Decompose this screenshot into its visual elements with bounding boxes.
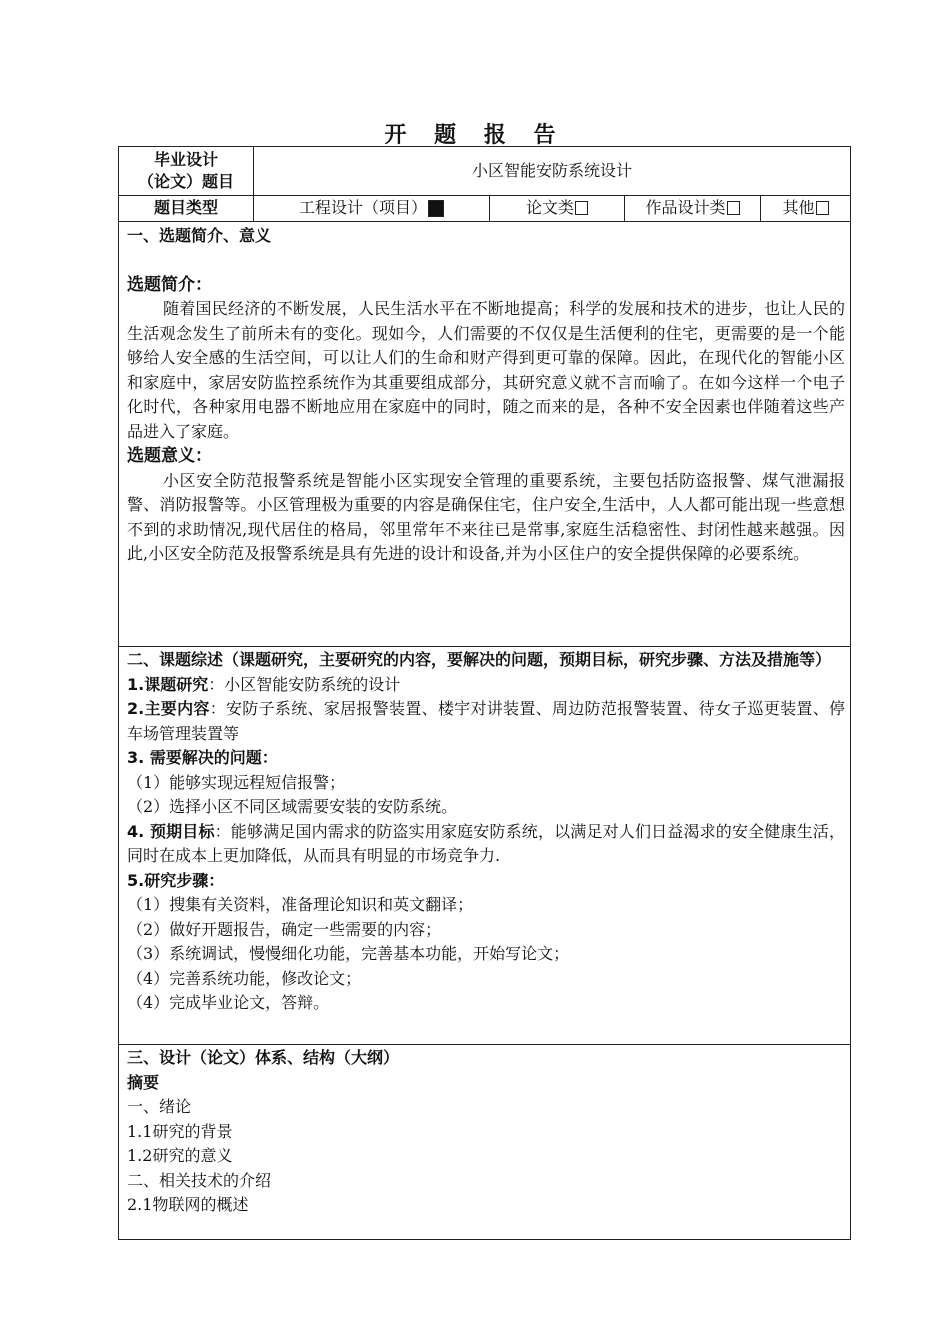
step-item: （4）完善系统功能，修改论文； (127, 968, 362, 988)
type-option-label: 工程设计（项目） (298, 198, 427, 217)
section-heading: 一、选题简介、意义 (127, 226, 272, 245)
document-title: 开 题 报 告 (384, 123, 566, 148)
problems-heading: 3. 需要解决的问题： (127, 748, 278, 767)
content-label: 2.主要内容 (127, 699, 210, 718)
meaning-heading: 选题意义： (127, 446, 212, 466)
checkbox-empty-icon (575, 201, 588, 215)
divider (119, 221, 850, 222)
checkbox-empty-icon (727, 201, 740, 215)
research-label: 1.课题研究 (127, 674, 209, 694)
outline-item: 1.1研究的背景 (127, 1121, 233, 1141)
type-option-work-design (625, 195, 760, 221)
section-outline (127, 1046, 845, 1218)
content-line (127, 697, 845, 746)
intro-heading: 选题简介： (127, 274, 212, 295)
topic-label (119, 147, 253, 195)
abstract-label: 摘要 (127, 1072, 160, 1092)
step-item: （2）做好开题报告，确定一些需要的内容； (127, 919, 442, 939)
checkbox-checked-icon (428, 200, 444, 217)
type-label: 题目类型 (153, 198, 218, 217)
step-item: （4）完成毕业论文，答辩。 (127, 993, 330, 1012)
type-option-engineering (254, 195, 489, 221)
section-heading: 三、设计（论文）体系、结构（大纲） (127, 1048, 400, 1067)
section-heading: 二、课题综述（课题研究，主要研究的内容，要解决的问题，预期目标，研究步骤、方法及措施等） (127, 650, 832, 669)
type-option-label: 作品设计类 (645, 198, 726, 217)
goal-line (127, 820, 845, 869)
type-option-label: 其他 (782, 198, 815, 217)
type-option-other (761, 195, 850, 221)
topic-label-line2: （论文）题目 (137, 172, 234, 191)
checkbox-empty-icon (816, 201, 829, 215)
divider (119, 646, 850, 647)
outline-item: 一、绪论 (127, 1097, 192, 1116)
report-table (118, 146, 851, 1240)
problem-item: （2）选择小区不同区域需要安装的安防系统。 (127, 797, 458, 816)
step-item: （1）搜集有关资料，准备理论知识和英文翻译； (127, 895, 474, 914)
intro-paragraph: 随着国民经济的不断发展，人民生活水平在不断地提高；科学的发展和技术的进步，也让人民的生活观念发生了前所未有的变化。现如今，人们需要的不仅仅是生活便利的住宅，更需要的是一个能够给人安全感的生活空间，可以让人们的生命和财产得到更可靠的保障。因此，在现代化的智能小区和家庭中，家居安防监控系统作为其重要组成部分，其研究意义就不言而喻了。在如今这样一个电子化时代，各种家用电器不断地应用在家庭中的同时，随之而来的是，各种不安全因素也伴随着这些产品进入了家庭。 (127, 299, 845, 441)
goal-text: ：能够满足国内需求的防盗实用家庭安防系统，以满足对人们日益渴求的安全健康生活，同时在成本上更加降低，从而具有明显的市场竞争力. (127, 821, 845, 865)
problem-item: （1）能够实现远程短信报警； (127, 772, 346, 792)
content-text: ：安防子系统、家居报警装置、楼宇对讲装置、周边防范报警装置、待女子巡更装置、停车场管理装置等 (127, 699, 845, 743)
research-text: ：小区智能安防系统的设计 (208, 674, 401, 694)
meaning-paragraph: 小区安全防范报警系统是智能小区实现安全管理的重要系统，主要包括防盗报警、煤气泄漏报警、消防报警等。小区管理极为重要的内容是确保住宅，住户安全,生活中，人人都可能出现一些意想不到的求助情况,现代居住的格局，邻里常年不来往已是常事,家庭生活稳密性、封闭性越来越强。因此,小区安全防范及报警系统是具有先进的设计和设备,并为小区住户的安全提供保障的必要系统。 (127, 470, 845, 563)
divider (119, 1044, 850, 1045)
outline-item: 二、相关技术的介绍 (127, 1170, 272, 1190)
type-option-thesis (490, 195, 624, 221)
research-line (127, 673, 845, 698)
topic-value: 小区智能安防系统设计 (471, 161, 632, 180)
section-intro (127, 224, 845, 567)
type-option-label: 论文类 (525, 198, 574, 217)
topic-label-line1: 毕业设计 (153, 150, 218, 169)
section-overview (127, 648, 845, 1016)
outline-item: 1.2研究的意义 (127, 1146, 233, 1165)
outline-item: 2.1物联网的概述 (127, 1195, 249, 1214)
goal-label: 4. 预期目标 (127, 821, 215, 841)
step-item: （3）系统调试，慢慢细化功能，完善基本功能，开始写论文； (127, 944, 570, 963)
steps-heading: 5.研究步骤： (127, 870, 225, 890)
